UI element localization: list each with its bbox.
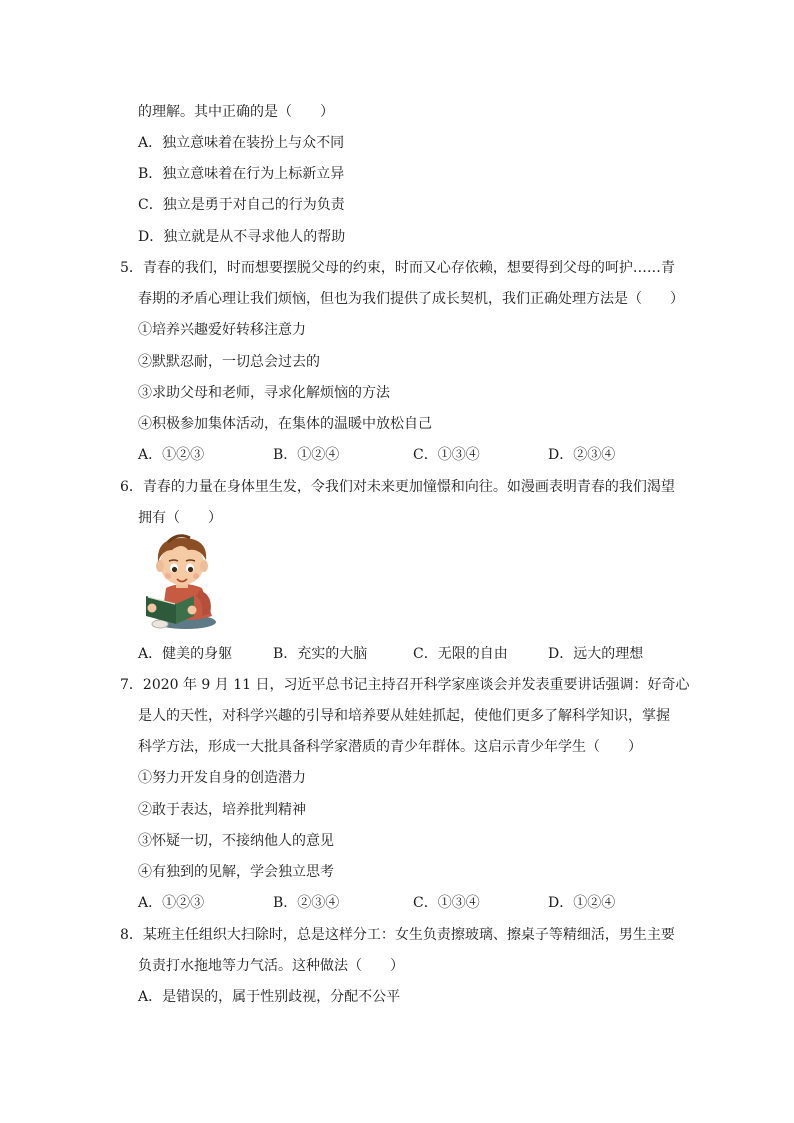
q5-choice-b: B．①②④ xyxy=(273,447,340,463)
q5-stem-line-2: 春期的矛盾心理让我们烦恼，但也为我们提供了成长契机，我们正确处理方法是（ ） xyxy=(138,291,684,307)
q7-choice-c: C．①③④ xyxy=(413,895,480,911)
q8-stem-line-2: 负责打水拖地等力气活。这种做法（ ） xyxy=(138,958,404,974)
q4-option-a: A．独立意味着在装扮上与众不同 xyxy=(138,135,345,151)
q6-stem-line-2: 拥有（ ） xyxy=(138,510,222,526)
q7-statement-4: ④有独到的见解，学会独立思考 xyxy=(138,864,334,880)
q7-choice-a: A．①②③ xyxy=(138,895,205,911)
q6-choice-a: A．健美的身躯 xyxy=(138,646,233,662)
q7-choice-d: D．①②④ xyxy=(548,895,616,911)
boy-reading-book-illustration xyxy=(138,530,228,632)
q7-stem-line-1: 7．2020 年 9 月 11 日，习近平总书记主持召开科学家座谈会并发表重要讲话强调：好奇心 xyxy=(120,677,690,693)
q7-statement-3: ③怀疑一切，不接纳他人的意见 xyxy=(138,833,334,849)
q4-option-c: C．独立是勇于对自己的行为负责 xyxy=(138,197,345,213)
q6-stem-line-1: 6．青春的力量在身体里生发，令我们对未来更加憧憬和向往。如漫画表明青春的我们渴望 xyxy=(120,479,675,495)
q6-choice-c: C．无限的自由 xyxy=(413,646,508,662)
q4-stem-continuation: 的理解。其中正确的是（ ） xyxy=(138,104,334,120)
q5-statement-3: ③求助父母和老师，寻求化解烦恼的方法 xyxy=(138,385,390,401)
q7-statement-1: ①努力开发自身的创造潜力 xyxy=(138,770,306,786)
q6-choice-d: D．远大的理想 xyxy=(548,646,644,662)
q5-choice-c: C．①③④ xyxy=(413,447,480,463)
q5-choice-d: D．②③④ xyxy=(548,447,616,463)
q7-statement-2: ②敢于表达，培养批判精神 xyxy=(138,802,306,818)
q5-choice-a: A．①②③ xyxy=(138,447,205,463)
q5-stem-line-1: 5．青春的我们，时而想要摆脱父母的约束，时而又心存依赖，想要得到父母的呵护……青 xyxy=(120,260,675,276)
q7-choice-b: B．②③④ xyxy=(273,895,340,911)
q6-choice-b: B．充实的大脑 xyxy=(273,646,368,662)
q5-statement-2: ②默默忍耐，一切总会过去的 xyxy=(138,354,320,370)
q8-stem-line-1: 8．某班主任组织大扫除时，总是这样分工：女生负责擦玻璃、擦桌子等精细活，男生主要 xyxy=(120,927,675,943)
q4-option-d: D．独立就是从不寻求他人的帮助 xyxy=(138,229,346,245)
q4-option-b: B．独立意味着在行为上标新立异 xyxy=(138,166,345,182)
q5-statement-4: ④积极参加集体活动，在集体的温暖中放松自己 xyxy=(138,416,432,432)
q5-statement-1: ①培养兴趣爱好转移注意力 xyxy=(138,322,306,338)
q8-option-a: A．是错误的，属于性别歧视，分配不公平 xyxy=(138,989,401,1005)
q7-stem-line-3: 科学方法，形成一大批具备科学家潜质的青少年群体。这启示青少年学生（ ） xyxy=(138,739,642,755)
q7-stem-line-2: 是人的天性，对科学兴趣的引导和培养要从娃娃抓起，使他们更多了解科学知识，掌握 xyxy=(138,708,670,724)
